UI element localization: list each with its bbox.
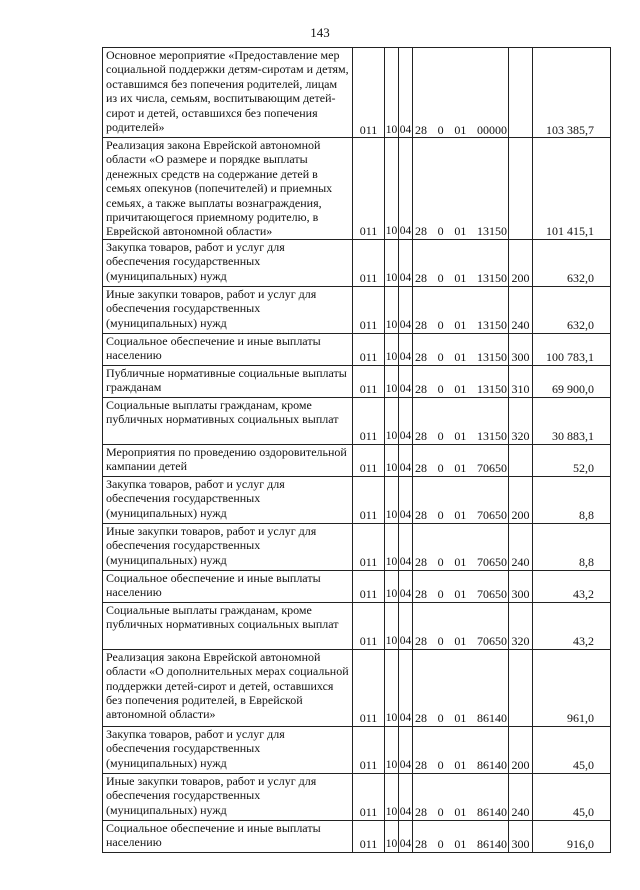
row-target-article <box>413 476 509 523</box>
row-expense-type <box>509 138 533 240</box>
csr-subprogram: 0 <box>437 758 444 773</box>
row-name: Реализация закона Еврейской автономной области «О дополнительных мерах социальной поддержки детей-сирот и детей, оставшихся без попечения родителей, в Еврейской автономной области» <box>103 649 353 726</box>
table-row <box>103 523 611 570</box>
csr-program: 28 <box>415 758 427 773</box>
row-ved-code: 011 <box>353 444 385 476</box>
csr-subprogram: 0 <box>437 508 444 523</box>
csr-direction: 00000 <box>476 122 507 137</box>
row-expense-type: 320 <box>509 602 533 649</box>
budget-table <box>102 47 611 853</box>
row-amount: 45,0 <box>533 773 611 820</box>
csr-subprogram: 0 <box>437 587 444 602</box>
row-target-article <box>413 649 509 726</box>
row-amount: 52,0 <box>533 444 611 476</box>
table-row <box>103 773 611 820</box>
row-subsection-code: 04 <box>399 820 413 852</box>
table-row <box>103 138 611 240</box>
row-name: Социальное обеспечение и иные выплаты населению <box>103 333 353 365</box>
csr-event: 01 <box>454 555 467 570</box>
row-expense-type <box>509 48 533 138</box>
row-target-article <box>413 444 509 476</box>
csr-program: 28 <box>415 350 427 365</box>
row-subsection-code: 04 <box>399 286 413 333</box>
row-ved-code: 011 <box>353 523 385 570</box>
row-amount: 101 415,1 <box>533 138 611 240</box>
row-target-article <box>413 820 509 852</box>
table-row <box>103 726 611 773</box>
row-name: Социальное обеспечение и иные выплаты населению <box>103 570 353 602</box>
row-amount: 43,2 <box>533 602 611 649</box>
csr-event: 01 <box>454 382 467 397</box>
table-row <box>103 365 611 397</box>
csr-subprogram: 0 <box>437 318 444 333</box>
csr-program: 28 <box>415 122 427 137</box>
row-expense-type: 310 <box>509 365 533 397</box>
row-name: Социальные выплаты гражданам, кроме публичных нормативных социальных выплат <box>103 397 353 444</box>
row-ved-code: 011 <box>353 333 385 365</box>
row-ved-code: 011 <box>353 365 385 397</box>
row-name: Основное мероприятие «Предоставление мер социальной поддержки детям-сиротам и детям, оставшимся без попечения родителей, лицам из их числа, семьям, воспитывающим детей-сирот и детей, оставшихся без попечения родителей» <box>103 48 353 138</box>
row-section-code: 10 <box>385 476 399 523</box>
csr-subprogram: 0 <box>437 429 444 444</box>
table-row <box>103 48 611 138</box>
csr-event: 01 <box>454 805 467 820</box>
csr-event: 01 <box>454 508 467 523</box>
csr-program: 28 <box>415 508 427 523</box>
csr-program: 28 <box>415 555 427 570</box>
csr-subprogram: 0 <box>437 634 444 649</box>
csr-program: 28 <box>415 271 427 286</box>
row-target-article <box>413 138 509 240</box>
row-section-code: 10 <box>385 333 399 365</box>
row-expense-type <box>509 444 533 476</box>
csr-event: 01 <box>454 224 467 239</box>
csr-event: 01 <box>454 318 467 333</box>
row-amount: 632,0 <box>533 286 611 333</box>
row-subsection-code: 04 <box>399 570 413 602</box>
csr-subprogram: 0 <box>437 224 444 239</box>
row-amount: 103 385,7 <box>533 48 611 138</box>
row-subsection-code: 04 <box>399 726 413 773</box>
csr-direction: 13150 <box>476 350 507 365</box>
row-subsection-code: 04 <box>399 397 413 444</box>
row-amount: 43,2 <box>533 570 611 602</box>
row-section-code: 10 <box>385 523 399 570</box>
row-target-article <box>413 602 509 649</box>
row-amount: 8,8 <box>533 523 611 570</box>
row-name: Закупка товаров, работ и услуг для обеспечения государственных (муниципальных) нужд <box>103 239 353 286</box>
row-target-article <box>413 48 509 138</box>
csr-event: 01 <box>454 350 467 365</box>
row-section-code: 10 <box>385 239 399 286</box>
csr-direction: 70650 <box>476 634 507 649</box>
row-ved-code: 011 <box>353 138 385 240</box>
csr-direction: 86140 <box>476 805 507 820</box>
csr-program: 28 <box>415 429 427 444</box>
row-target-article <box>413 397 509 444</box>
table-row <box>103 649 611 726</box>
csr-direction: 70650 <box>476 508 507 523</box>
row-subsection-code: 04 <box>399 138 413 240</box>
csr-program: 28 <box>415 587 427 602</box>
row-ved-code: 011 <box>353 476 385 523</box>
row-amount: 8,8 <box>533 476 611 523</box>
row-section-code: 10 <box>385 138 399 240</box>
csr-direction: 86140 <box>476 711 507 726</box>
row-expense-type: 300 <box>509 570 533 602</box>
row-section-code: 10 <box>385 286 399 333</box>
row-name: Закупка товаров, работ и услуг для обеспечения государственных (муниципальных) нужд <box>103 476 353 523</box>
csr-direction: 13150 <box>476 318 507 333</box>
csr-program: 28 <box>415 805 427 820</box>
csr-program: 28 <box>415 318 427 333</box>
row-target-article <box>413 239 509 286</box>
csr-direction: 86140 <box>476 758 507 773</box>
row-name: Социальное обеспечение и иные выплаты населению <box>103 820 353 852</box>
row-ved-code: 011 <box>353 286 385 333</box>
row-subsection-code: 04 <box>399 48 413 138</box>
row-target-article <box>413 570 509 602</box>
csr-direction: 13150 <box>476 382 507 397</box>
csr-program: 28 <box>415 461 427 476</box>
row-subsection-code: 04 <box>399 649 413 726</box>
row-expense-type: 300 <box>509 333 533 365</box>
csr-subprogram: 0 <box>437 555 444 570</box>
table-row <box>103 570 611 602</box>
row-ved-code: 011 <box>353 649 385 726</box>
page-number: 143 <box>310 25 330 40</box>
csr-direction: 13150 <box>476 224 507 239</box>
csr-subprogram: 0 <box>437 271 444 286</box>
csr-subprogram: 0 <box>437 837 444 852</box>
row-name: Иные закупки товаров, работ и услуг для обеспечения государственных (муниципальных) нужд <box>103 286 353 333</box>
csr-event: 01 <box>454 429 467 444</box>
row-expense-type: 200 <box>509 726 533 773</box>
csr-direction: 86140 <box>476 837 507 852</box>
row-target-article <box>413 523 509 570</box>
row-expense-type: 200 <box>509 476 533 523</box>
table-row <box>103 333 611 365</box>
row-subsection-code: 04 <box>399 444 413 476</box>
row-subsection-code: 04 <box>399 602 413 649</box>
csr-subprogram: 0 <box>437 461 444 476</box>
row-subsection-code: 04 <box>399 476 413 523</box>
csr-direction: 13150 <box>476 429 507 444</box>
table-row <box>103 239 611 286</box>
row-ved-code: 011 <box>353 239 385 286</box>
row-name: Публичные нормативные социальные выплаты гражданам <box>103 365 353 397</box>
row-name: Закупка товаров, работ и услуг для обеспечения государственных (муниципальных) нужд <box>103 726 353 773</box>
row-amount: 69 900,0 <box>533 365 611 397</box>
csr-event: 01 <box>454 122 467 137</box>
row-name: Иные закупки товаров, работ и услуг для обеспечения государственных (муниципальных) нужд <box>103 773 353 820</box>
row-amount: 961,0 <box>533 649 611 726</box>
row-amount: 45,0 <box>533 726 611 773</box>
csr-program: 28 <box>415 634 427 649</box>
table-row <box>103 444 611 476</box>
csr-subprogram: 0 <box>437 350 444 365</box>
csr-event: 01 <box>454 634 467 649</box>
table-row <box>103 286 611 333</box>
row-subsection-code: 04 <box>399 239 413 286</box>
row-section-code: 10 <box>385 397 399 444</box>
row-expense-type: 320 <box>509 397 533 444</box>
row-ved-code: 011 <box>353 602 385 649</box>
row-section-code: 10 <box>385 444 399 476</box>
csr-subprogram: 0 <box>437 805 444 820</box>
csr-program: 28 <box>415 711 427 726</box>
csr-subprogram: 0 <box>437 382 444 397</box>
csr-direction: 70650 <box>476 461 507 476</box>
row-subsection-code: 04 <box>399 773 413 820</box>
row-section-code: 10 <box>385 820 399 852</box>
row-target-article <box>413 365 509 397</box>
row-section-code: 10 <box>385 48 399 138</box>
row-ved-code: 011 <box>353 397 385 444</box>
row-expense-type: 300 <box>509 820 533 852</box>
csr-event: 01 <box>454 758 467 773</box>
row-section-code: 10 <box>385 570 399 602</box>
row-name: Социальные выплаты гражданам, кроме публичных нормативных социальных выплат <box>103 602 353 649</box>
row-ved-code: 011 <box>353 820 385 852</box>
csr-event: 01 <box>454 587 467 602</box>
row-subsection-code: 04 <box>399 365 413 397</box>
row-section-code: 10 <box>385 365 399 397</box>
table-row <box>103 602 611 649</box>
csr-event: 01 <box>454 271 467 286</box>
row-ved-code: 011 <box>353 773 385 820</box>
csr-program: 28 <box>415 382 427 397</box>
row-name: Иные закупки товаров, работ и услуг для обеспечения государственных (муниципальных) нужд <box>103 523 353 570</box>
row-amount: 632,0 <box>533 239 611 286</box>
row-amount: 916,0 <box>533 820 611 852</box>
row-section-code: 10 <box>385 602 399 649</box>
row-target-article <box>413 773 509 820</box>
row-amount: 100 783,1 <box>533 333 611 365</box>
row-target-article <box>413 333 509 365</box>
row-amount: 30 883,1 <box>533 397 611 444</box>
row-ved-code: 011 <box>353 726 385 773</box>
row-subsection-code: 04 <box>399 523 413 570</box>
budget-table-body <box>103 48 611 853</box>
csr-event: 01 <box>454 461 467 476</box>
row-section-code: 10 <box>385 726 399 773</box>
csr-program: 28 <box>415 837 427 852</box>
row-name: Мероприятия по проведению оздоровительной кампании детей <box>103 444 353 476</box>
row-subsection-code: 04 <box>399 333 413 365</box>
row-name: Реализация закона Еврейской автономной области «О размере и порядке выплаты денежных средств на содержание детей в семьях опекунов (попечителей) и приемных семьях, а также выплаты вознаграждения, причитающегося приемному родителю, в Еврейской автономной области» <box>103 138 353 240</box>
row-expense-type: 240 <box>509 286 533 333</box>
csr-direction: 70650 <box>476 555 507 570</box>
table-row <box>103 476 611 523</box>
row-section-code: 10 <box>385 649 399 726</box>
csr-subprogram: 0 <box>437 711 444 726</box>
csr-direction: 70650 <box>476 587 507 602</box>
csr-subprogram: 0 <box>437 122 444 137</box>
row-target-article <box>413 726 509 773</box>
table-row <box>103 820 611 852</box>
row-ved-code: 011 <box>353 570 385 602</box>
table-row <box>103 397 611 444</box>
row-expense-type: 200 <box>509 239 533 286</box>
row-expense-type: 240 <box>509 523 533 570</box>
row-expense-type: 240 <box>509 773 533 820</box>
row-expense-type <box>509 649 533 726</box>
csr-event: 01 <box>454 711 467 726</box>
csr-program: 28 <box>415 224 427 239</box>
row-section-code: 10 <box>385 773 399 820</box>
row-target-article <box>413 286 509 333</box>
csr-event: 01 <box>454 837 467 852</box>
csr-direction: 13150 <box>476 271 507 286</box>
row-ved-code: 011 <box>353 48 385 138</box>
